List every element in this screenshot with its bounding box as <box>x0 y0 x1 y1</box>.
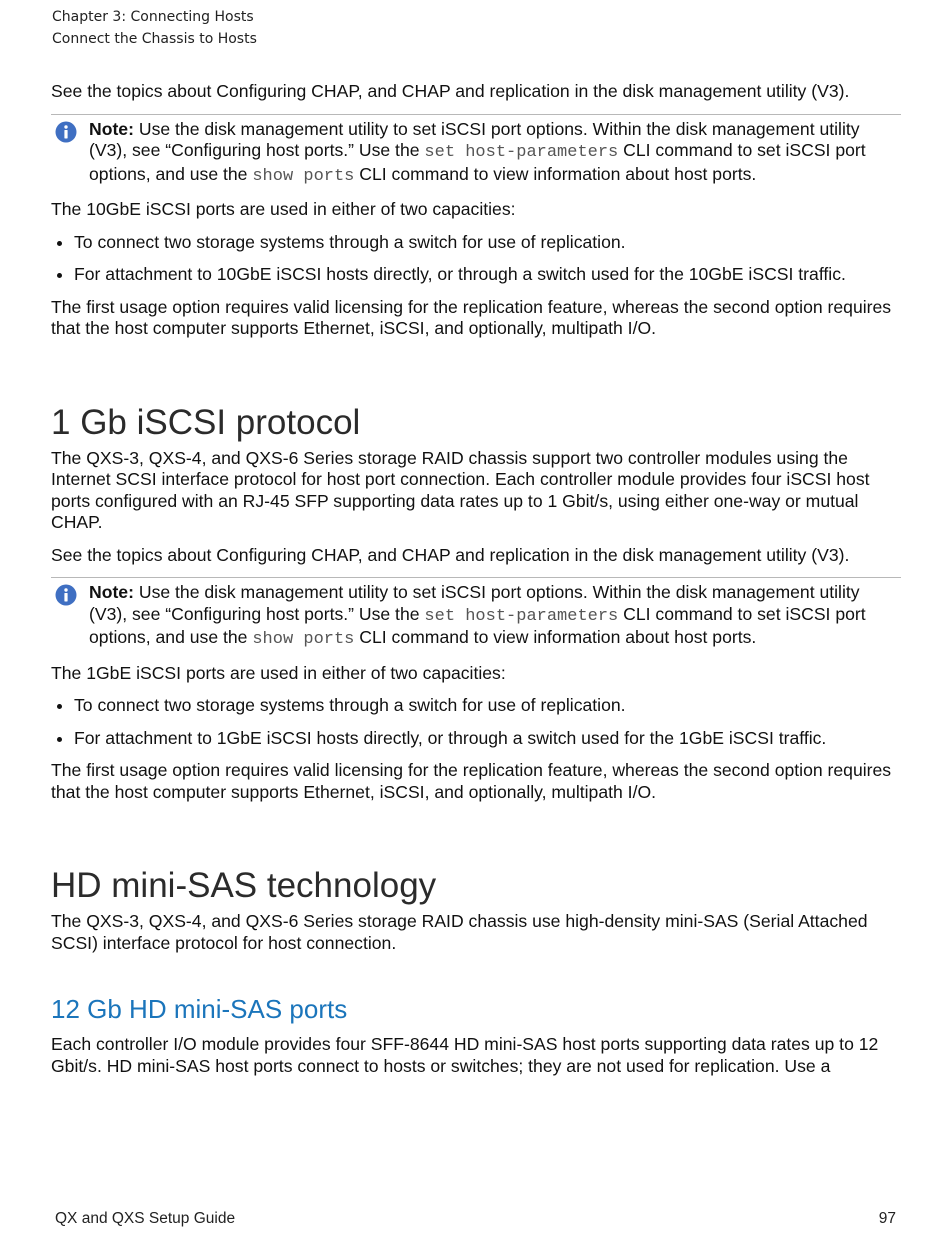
list-item: To connect two storage systems through a switch for use of replication. <box>51 232 901 254</box>
cli-command-code: set host-parameters <box>424 143 619 162</box>
info-icon <box>55 121 77 143</box>
paragraph-1gb-description: The QXS-3, QXS-4, and QXS-6 Series storage RAID chassis support two controller modules using the Internet SCSI interface protocol for host port connection. Each controller module provides four iSCSI host ports configured with an RJ-45 SFP supporting data rates up to 1 Gbit/s, using either one-way or mutual CHAP. <box>51 447 870 532</box>
cli-command-code: show ports <box>252 166 355 186</box>
page-body <box>51 81 901 1077</box>
list-item: For attachment to 1GbE iSCSI hosts directly, or through a switch used for the 1GbE iSCSI traffic. <box>51 728 901 750</box>
note-text: CLI command to set iSCSI port options, and use the <box>89 603 866 647</box>
cli-command-code: show ports <box>252 630 355 649</box>
chapter-title: Chapter 3: Connecting Hosts <box>52 9 254 25</box>
note-box <box>51 577 901 651</box>
paragraph-10gbe-usage: The first usage option requires valid licensing for the replication feature, whereas the second option requires that the host computer supports Ethernet, iSCSI, and optionally, multipath I/O. <box>51 296 892 338</box>
section-heading-1gb-iscsi: 1 Gb iSCSI protocol <box>51 402 361 442</box>
paragraph-chap-reference: See the topics about Configuring CHAP, and CHAP and replication in the disk management utility (V3). <box>51 81 850 101</box>
note-text: Use the disk management utility to set iSCSI port options. Within the disk management utility (V3), see “Configuring host ports.” Use the <box>89 118 860 160</box>
paragraph-12gb-description: Each controller I/O module provides four SFF-8644 HD mini-SAS host ports supporting data rates up to 12 Gbit/s. HD mini-SAS host ports connect to hosts or switches; they are not used for replication. Use a <box>51 1034 879 1076</box>
footer-page-number: 97 <box>878 1210 896 1227</box>
note-label: Note: <box>89 118 134 139</box>
note-text: CLI command to view information about host ports. <box>354 163 757 184</box>
info-icon <box>55 584 77 606</box>
paragraph-1gbe-usage: The first usage option requires valid licensing for the replication feature, whereas the second option requires that the host computer supports Ethernet, iSCSI, and optionally, multipath I/O. <box>51 760 892 802</box>
subsection-heading-12gb-ports: 12 Gb HD mini-SAS ports <box>51 994 348 1024</box>
bullet-list <box>51 232 901 286</box>
footer-guide-title: QX and QXS Setup Guide <box>55 1210 236 1227</box>
list-item: To connect two storage systems through a switch for use of replication. <box>51 695 901 717</box>
cli-command-code: set host-parameters <box>424 606 619 626</box>
note-text: CLI command to view information about host ports. <box>354 627 757 647</box>
running-header <box>52 6 257 50</box>
bullet-list <box>51 695 901 749</box>
note-box <box>51 114 901 188</box>
note-label: Note: <box>89 582 134 602</box>
section-title: Connect the Chassis to Hosts <box>52 31 257 47</box>
section-heading-hd-mini-sas: HD mini-SAS technology <box>51 866 437 905</box>
note-text: Use the disk management utility to set iSCSI port options. Within the disk management utility (V3), see “Configuring host ports.” Use the <box>89 582 860 624</box>
paragraph-10gbe-intro: The 10GbE iSCSI ports are used in either of two capacities: <box>51 199 516 219</box>
paragraph-chap-reference: See the topics about Configuring CHAP, and CHAP and replication in the disk management utility (V3). <box>51 544 850 565</box>
paragraph-1gbe-intro: The 1GbE iSCSI ports are used in either of two capacities: <box>51 662 506 683</box>
paragraph-sas-description: The QXS-3, QXS-4, and QXS-6 Series storage RAID chassis use high-density mini-SAS (Serial Attached SCSI) interface protocol for host connection. <box>51 911 868 953</box>
list-item: For attachment to 10GbE iSCSI hosts directly, or through a switch used for the 10GbE iSCSI traffic. <box>51 264 901 286</box>
note-text: CLI command to set iSCSI port options, and use the <box>89 140 866 184</box>
